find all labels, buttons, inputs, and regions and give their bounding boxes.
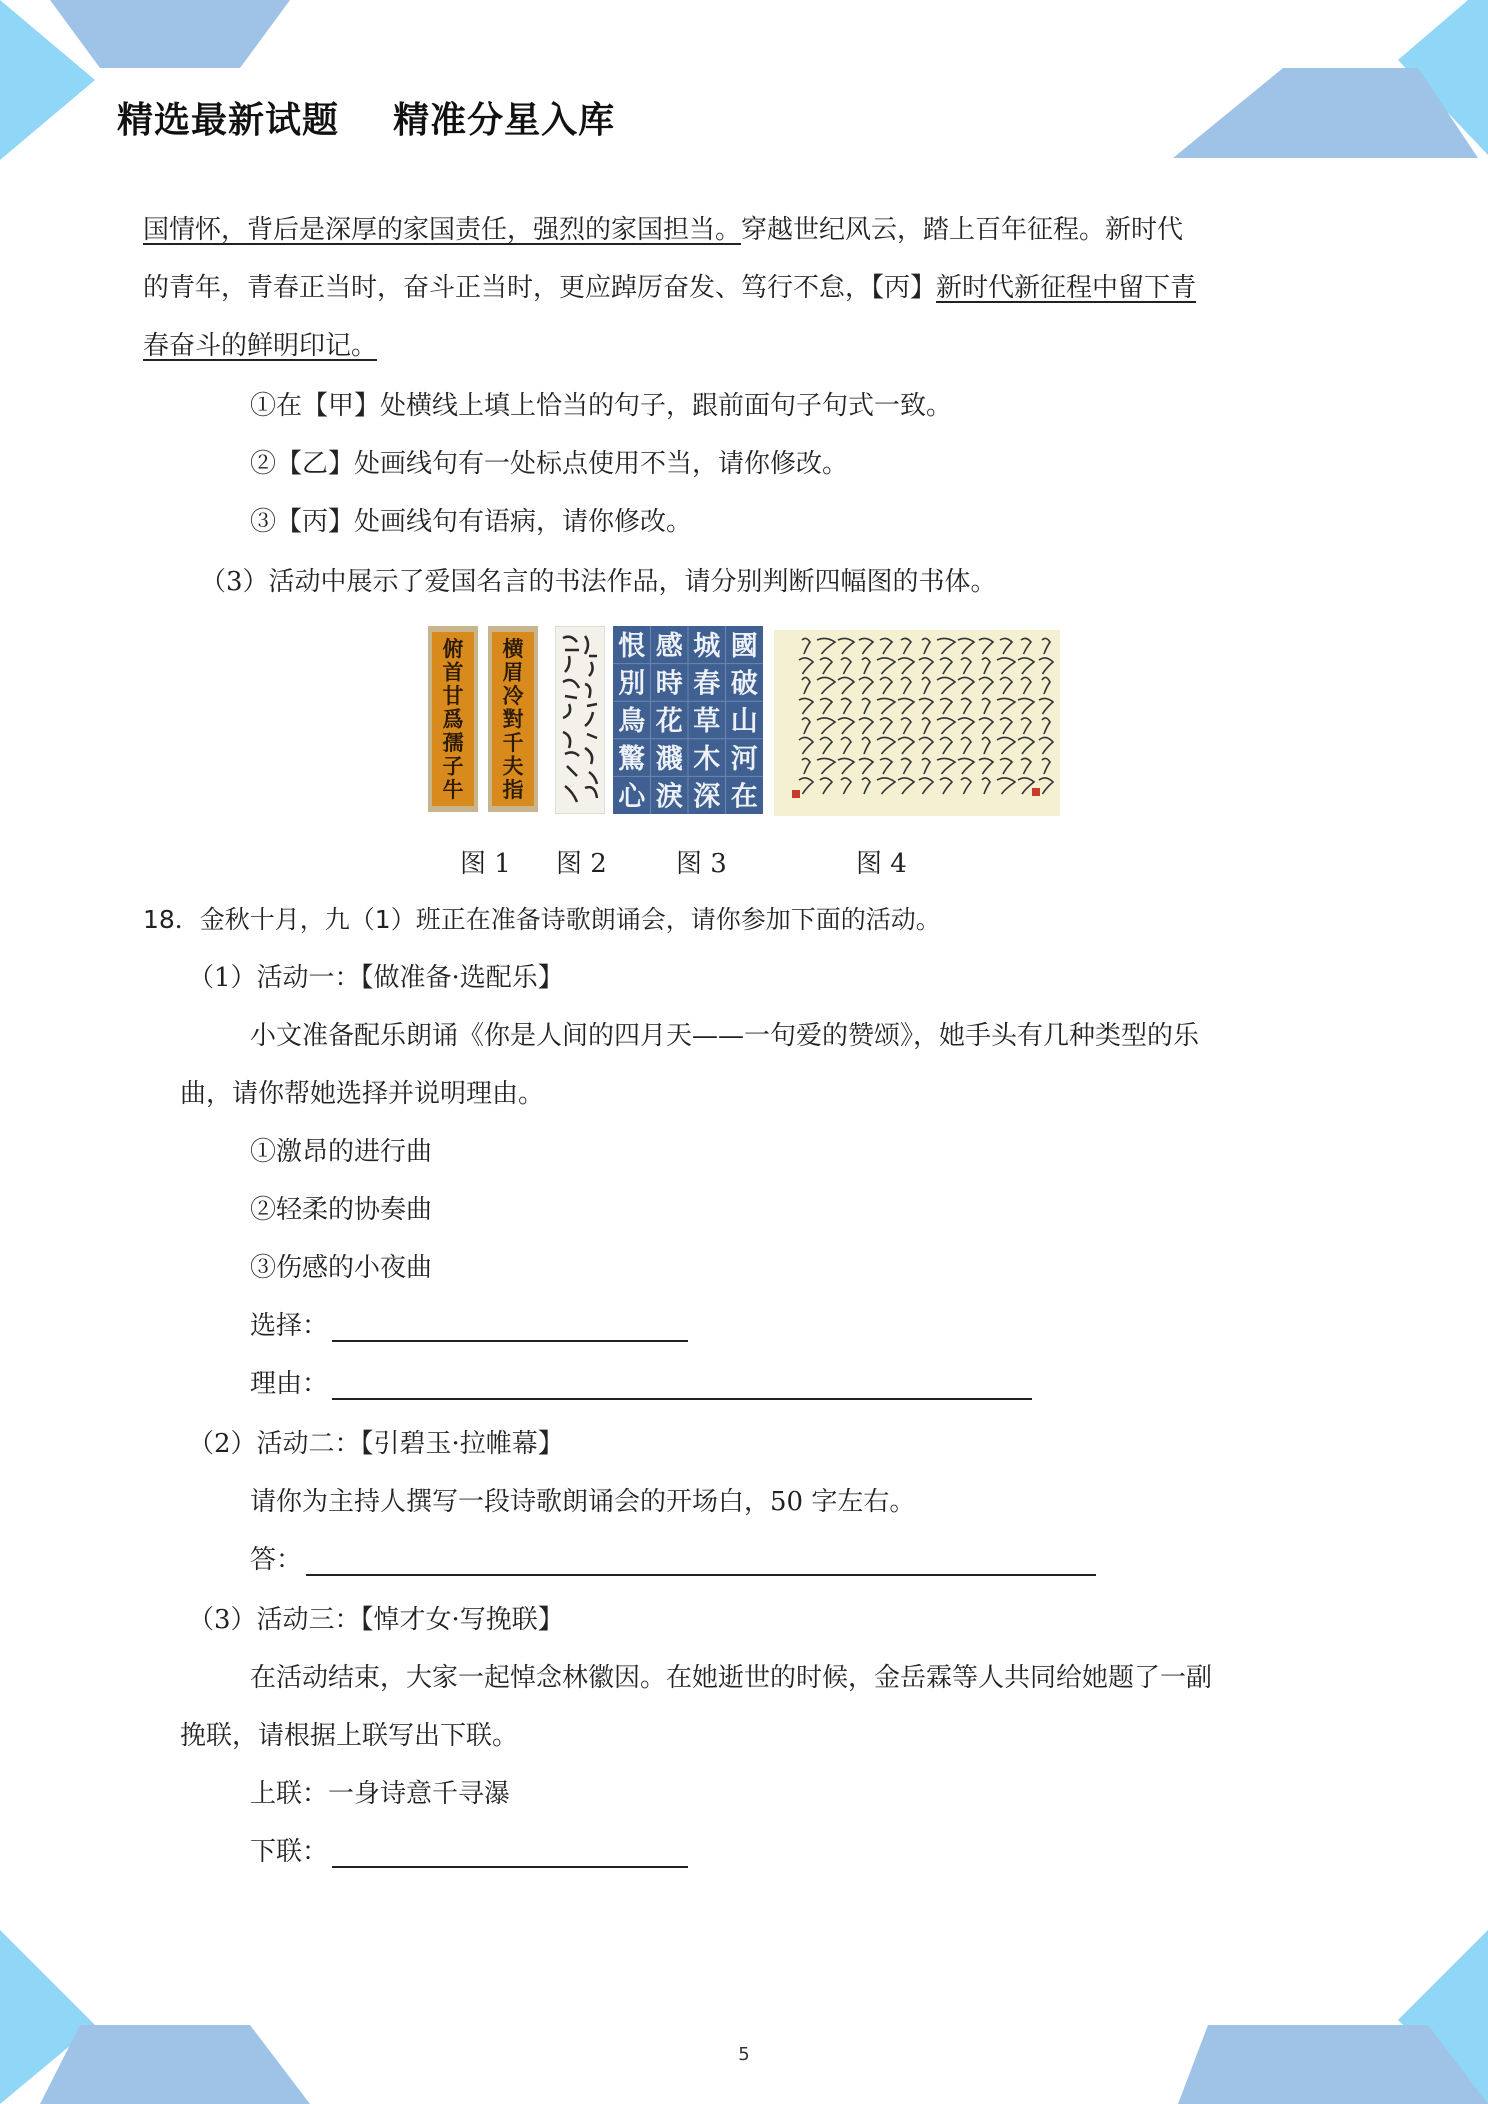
option-3: ③伤感的小夜曲 (250, 1253, 433, 1283)
choice-row (250, 1310, 688, 1342)
scroll-1-character: 俯 (442, 636, 464, 661)
calligraphy-figure-4 (774, 630, 1060, 816)
calligraphy-figure-2 (555, 626, 605, 814)
activity-1-paragraph-1: 小文准备配乐朗诵《你是人间的四月天——一句爱的赞颂》，她手头有几种类型的乐 (250, 1021, 1200, 1051)
scroll-2-character: 對 (502, 706, 524, 732)
poem-character: 心 (618, 781, 646, 813)
corner-decoration-top-right (1168, 0, 1488, 170)
underlined-sentence: 国情怀，背后是深厚的家国责任，强烈的家国担当。 (143, 215, 742, 245)
scroll-1-character: 爲 (442, 706, 464, 732)
underlined-sentence-bing: 新时代新征程中留下青 (936, 273, 1197, 303)
poem-character: 河 (730, 743, 758, 775)
corner-decoration-top-left (0, 0, 300, 170)
activity-3-paragraph-1: 在活动结束，大家一起悼念林徽因。在她逝世的时候，金岳霖等人共同给她题了一副 (250, 1663, 1213, 1693)
task-2: ②【乙】处画线句有一处标点使用不当，请你修改。 (250, 449, 849, 479)
reason-answer-blank[interactable] (332, 1370, 1032, 1400)
corner-decoration-bottom-right (1168, 1930, 1488, 2104)
option-1: ①激昂的进行曲 (250, 1137, 433, 1167)
figure-label-2: 图 2 (556, 849, 607, 879)
activity-3-paragraph-2: 挽联，请根据上联写出下联。 (180, 1721, 519, 1751)
lower-couplet-label: 下联： (250, 1837, 329, 1867)
scroll-2-character: 横 (502, 636, 524, 661)
activity-1-heading: （1）活动一：【做准备·选配乐】 (188, 963, 564, 993)
upper-couplet-row (250, 1778, 510, 1810)
upper-couplet-label: 上联： (250, 1779, 329, 1809)
activity-1-paragraph-2: 曲，请你帮她选择并说明理由。 (180, 1079, 545, 1109)
scroll-1-character: 牛 (442, 777, 464, 802)
lower-couplet-blank[interactable] (332, 1838, 688, 1868)
figure-label-3: 图 3 (676, 849, 727, 879)
poem-character: 破 (730, 668, 758, 700)
question-3: （3）活动中展示了爱国名言的书法作品，请分别判断四幅图的书体。 (200, 567, 997, 597)
activity-2-paragraph: 请你为主持人撰写一段诗歌朗诵会的开场白，50 字左右。 (250, 1487, 916, 1517)
reason-row (250, 1368, 1032, 1400)
scroll-1-character: 孺 (442, 730, 464, 755)
poem-character: 恨 (618, 631, 646, 662)
task-1: ①在【甲】处横线上填上恰当的句子，跟前面句子句式一致。 (250, 391, 953, 421)
poem-character: 淚 (655, 781, 683, 813)
figure-label-4: 图 4 (856, 849, 907, 879)
figure-label-1: 图 1 (460, 849, 511, 879)
poem-character: 草 (693, 706, 721, 738)
poem-character: 濺 (655, 743, 683, 775)
activity-2-heading: （2）活动二：【引碧玉·拉帷幕】 (188, 1429, 564, 1459)
scroll-1-character: 子 (442, 753, 464, 779)
scroll-2-character: 冷 (502, 683, 524, 708)
reason-label: 理由： (250, 1369, 329, 1399)
answer-row (250, 1544, 1096, 1576)
corner-decoration-bottom-left (0, 1930, 320, 2104)
scroll-2-character: 千 (502, 730, 524, 755)
option-2: ②轻柔的协奏曲 (250, 1195, 433, 1225)
task-3: ③【丙】处画线句有语病，请你修改。 (250, 507, 693, 537)
scroll-1-character: 首 (442, 659, 464, 685)
activity-3-heading: （3）活动三：【悼才女·写挽联】 (188, 1605, 564, 1635)
poem-character: 山 (730, 706, 758, 738)
choice-answer-blank[interactable] (332, 1312, 688, 1342)
passage-line-2: 的青年，青春正当时，奋斗正当时，更应踔厉奋发、笃行不怠，【丙】新时代新征程中留下青 (143, 273, 1197, 303)
scroll-2-character: 眉 (502, 659, 524, 685)
poem-character: 深 (693, 781, 721, 813)
calligraphy-figure-1 (428, 626, 540, 812)
poem-character: 城 (693, 631, 721, 662)
scroll-2-character: 夫 (502, 753, 524, 779)
passage-line-1: 国情怀，背后是深厚的家国责任，强烈的家国担当。穿越世纪风云，踏上百年征程。新时代 (143, 215, 1184, 245)
poem-character: 春 (693, 668, 721, 700)
page-number: 5 (738, 2044, 750, 2065)
poem-character: 木 (693, 743, 721, 775)
calligraphy-figure-3 (613, 626, 763, 814)
upper-couplet-text: 一身诗意千寻瀑 (328, 1779, 511, 1809)
scroll-2-character: 指 (502, 777, 524, 802)
lower-couplet-row (250, 1836, 688, 1868)
poem-character: 在 (730, 781, 758, 813)
poem-character: 時 (655, 668, 683, 700)
poem-character: 國 (730, 631, 758, 662)
poem-character: 花 (655, 706, 683, 738)
underlined-sentence-bing-end: 春奋斗的鲜明印记。 (143, 331, 378, 361)
passage-line-3 (143, 330, 377, 362)
opening-speech-blank[interactable] (306, 1546, 1096, 1576)
poem-character: 別 (618, 668, 646, 700)
poem-character: 驚 (618, 743, 646, 775)
question-18-title: 18．金秋十月，九（1）班正在准备诗歌朗诵会，请你参加下面的活动。 (143, 905, 941, 934)
header-title: 精选最新试题 精准分星入库 (117, 100, 616, 141)
answer-label: 答： (250, 1545, 303, 1575)
scroll-1-character: 甘 (442, 683, 464, 708)
choice-label: 选择： (250, 1311, 329, 1341)
poem-character: 鳥 (618, 706, 646, 738)
poem-character: 感 (655, 631, 683, 662)
